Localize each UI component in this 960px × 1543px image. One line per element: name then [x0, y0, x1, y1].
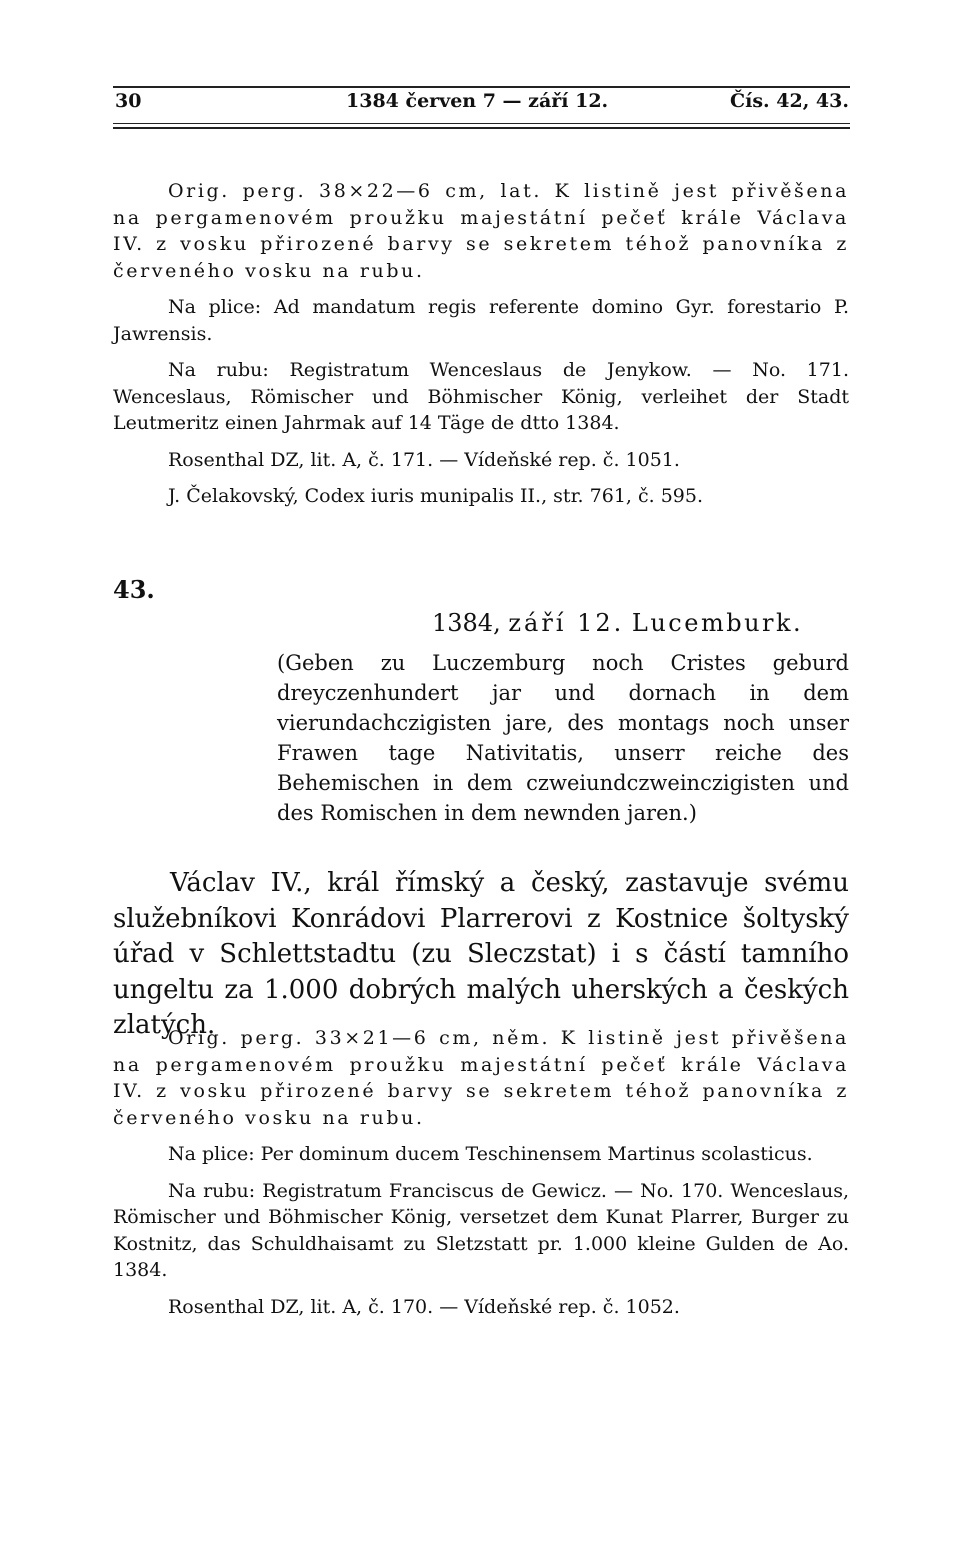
orig-details: 33×21—6 cm, něm. K listině jest přivěšena na pergamenovém proužku majestátní pečeť krále Václava IV. z vosku přirozené barvy se sekretem téhož panovníka z červeného vosku na rubu. [113, 1027, 849, 1129]
orig-lead: Orig. perg. [168, 1027, 305, 1049]
rubu-note: Na rubu: Registratum Franciscus de Gewicz. — No. 170. Wenceslaus, Römischer und Böhmischer König, versetzet dem Kunat Plarrer, Burger zu Kostnitz, das Schuldhaisamt zu Sletzstatt pr. 1.000 kleine Gulden de Ao. 1384. [113, 1179, 849, 1281]
plice-note: Na plice: Per dominum ducem Teschinensem Martinus scolasticus. [168, 1143, 813, 1165]
page-number: 30 [115, 90, 142, 112]
orig-details: 38×22—6 cm, lat. K listině jest přivěšena na pergamenovém proužku majestátní pečeť krále Václava IV. z vosku přirozené barvy se sekretem téhož panovníka z červeného vosku na rubu. [113, 180, 849, 282]
document-number: 43. [113, 575, 155, 604]
plice-note: Na plice: Ad mandatum regis referente domino Gyr. forestario P. Jawrensis. [113, 296, 849, 345]
regest-summary: Václav IV., král římský a český, zastavuje svému služebníkovi Konrádovi Plarrerovi z Kostnice šoltyský úřad v Schlettstadtu (zu Sleczstat) i s částí tamního ungeltu za 1.000 dobrých malých uherských a českých zlatých. [113, 868, 849, 1040]
document-42-notes [113, 178, 849, 510]
reference-line: Rosenthal DZ, lit. A, č. 170. — Vídeňské rep. č. 1052. [168, 1295, 680, 1318]
rubu-note: Na rubu: Registratum Wenceslaus de Jenykow. — No. 171. Wenceslaus, Römischer und Böhmischer König, verleihet der Stadt Leutmeritz einen Jahrmak auf 14 Täge de dtto 1384. [113, 359, 849, 434]
dating-quote: (Geben zu Luczemburg noch Cristes geburd dreyczenhundert jar und dornach in dem vierundachczigisten jare, des montags noch unser Frawen tage Nativitatis, unserr reiche des Behemischen in dem czweiundczweinczigisten und des Romischen in dem newnden jaren.) [277, 651, 849, 825]
reference-line: J. Čelakovský, Codex iuris munipalis II., str. 761, č. 595. [168, 485, 704, 507]
date-year: 1384, [432, 609, 501, 637]
header-document-numbers: Čís. 42, 43. [730, 90, 849, 112]
document-dateline [432, 609, 803, 637]
date-place: Lucemburk. [631, 609, 804, 637]
date-day: září 12. [508, 609, 625, 637]
document-43-notes [113, 1025, 849, 1320]
reference-line: Rosenthal DZ, lit. A, č. 171. — Vídeňské rep. č. 1051. [168, 448, 680, 471]
orig-description [113, 1025, 849, 1131]
header-top-rule [113, 86, 850, 88]
header-bottom-rule [113, 123, 850, 124]
header-date-range: 1384 červen 7 — září 12. [346, 90, 609, 112]
page-header [113, 90, 849, 118]
orig-description [113, 178, 849, 284]
orig-lead: Orig. perg. [168, 180, 307, 202]
header-bottom-rule-double [113, 127, 850, 129]
